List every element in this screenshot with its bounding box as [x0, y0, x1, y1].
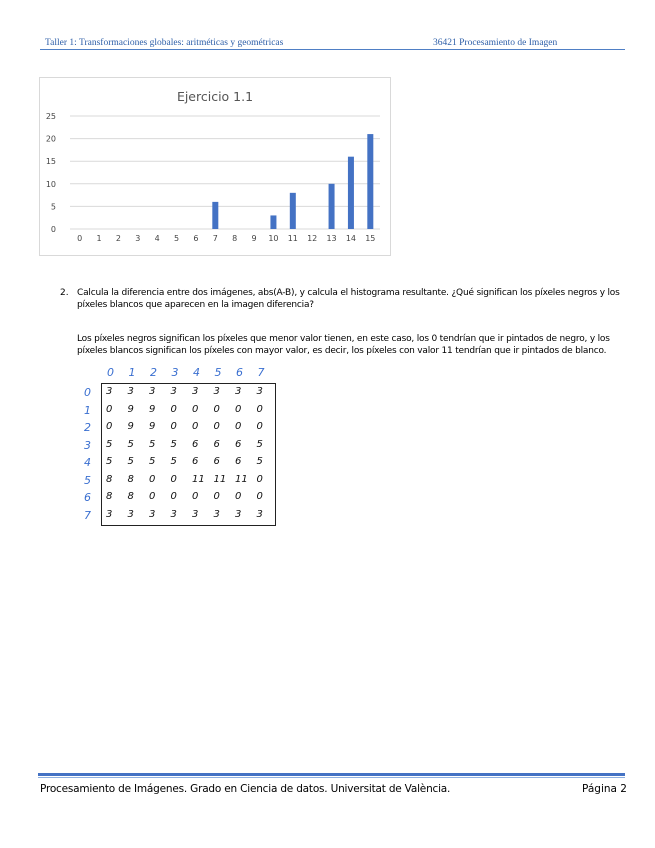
header-right: 36421 Procesamiento de Imagen	[433, 38, 558, 48]
matrix-col-header: 1	[128, 366, 136, 379]
matrix-cell: 0	[235, 491, 242, 502]
x-tick-label: 6	[193, 234, 199, 243]
matrix-cell: 3	[192, 386, 199, 397]
header-divider	[40, 49, 625, 50]
matrix-cell: 0	[192, 403, 199, 415]
matrix-cell: 3	[149, 508, 156, 520]
matrix-cell: 9	[127, 403, 134, 415]
matrix-cell: 5	[256, 456, 263, 467]
matrix-cell: 0	[256, 421, 263, 432]
x-tick-label: 5	[174, 234, 180, 243]
matrix-cell: 5	[149, 456, 156, 467]
matrix-cell: 0	[235, 421, 242, 432]
matrix-cell: 0	[256, 491, 263, 502]
matrix-cell: 5	[256, 438, 263, 450]
matrix-cell: 6	[192, 438, 199, 450]
y-tick-label: 10	[45, 179, 56, 189]
bar	[290, 193, 296, 229]
matrix-cell: 0	[170, 403, 177, 415]
matrix-cell: 0	[170, 491, 177, 502]
matrix-cell: 11	[213, 473, 227, 485]
matrix-cell: 5	[149, 438, 156, 450]
matrix-cell: 0	[170, 421, 177, 432]
matrix-col-header: 2	[150, 366, 157, 379]
matrix-cell: 3	[106, 508, 113, 520]
page-number: Página 2	[582, 783, 627, 795]
matrix-row-header: 7	[84, 508, 91, 522]
matrix-cell: 3	[106, 386, 113, 397]
y-tick-label: 5	[50, 202, 56, 212]
x-tick-label: 9	[251, 234, 257, 243]
matrix-cell: 0	[170, 473, 177, 485]
x-tick-label: 13	[326, 234, 337, 243]
matrix-row-header: 6	[84, 491, 91, 504]
matrix-cell: 6	[235, 438, 242, 450]
matrix-cell: 9	[149, 403, 156, 415]
matrix-cell: 3	[256, 386, 263, 397]
matrix-col-header: 3	[171, 366, 179, 379]
x-tick-label: 10	[268, 234, 279, 243]
matrix-cell: 6	[235, 456, 242, 467]
matrix-row-header: 2	[84, 421, 91, 434]
matrix-cell: 5	[127, 438, 134, 450]
matrix-cell: 9	[127, 421, 134, 432]
matrix-row-header: 3	[84, 438, 91, 452]
matrix-cell: 0	[213, 421, 220, 432]
matrix-cell: 5	[170, 438, 177, 450]
matrix-cell: 3	[192, 508, 199, 520]
matrix-row-header: 1	[84, 403, 91, 417]
matrix-row-header: 0	[84, 386, 91, 399]
matrix-cell: 11	[235, 473, 248, 485]
matrix-cell: 3	[149, 386, 156, 397]
matrix-col-header: 0	[107, 366, 114, 379]
header-left: Taller 1: Transformaciones globales: aritméticas y geométricas	[45, 38, 284, 48]
matrix-cell: 0	[213, 491, 220, 502]
matrix-cell: 5	[106, 438, 113, 450]
x-tick-label: 1	[96, 234, 102, 243]
matrix-cell: 3	[170, 508, 177, 520]
matrix-cell: 5	[127, 456, 134, 467]
x-tick-label: 12	[307, 234, 318, 243]
matrix-cell: 0	[213, 403, 220, 415]
matrix-cell: 6	[213, 438, 220, 450]
matrix-col-header: 7	[257, 366, 265, 379]
matrix-cell: 11	[192, 473, 205, 485]
x-tick-label: 15	[365, 234, 376, 243]
matrix-cell: 9	[149, 421, 156, 432]
matrix-cell: 8	[106, 473, 113, 485]
matrix-cell: 5	[170, 456, 177, 467]
y-tick-label: 25	[45, 112, 56, 121]
matrix-cell: 0	[256, 403, 263, 415]
x-tick-label: 8	[232, 234, 238, 243]
matrix-cell: 6	[213, 456, 220, 467]
matrix-cell: 0	[106, 421, 113, 432]
bar	[270, 215, 276, 229]
matrix-cell: 0	[106, 403, 113, 415]
difference-matrix	[84, 366, 284, 531]
chart-svg	[40, 78, 390, 255]
y-tick-label: 20	[45, 134, 56, 144]
matrix-col-header: 5	[214, 366, 222, 379]
matrix-cell: 3	[170, 386, 177, 397]
footer-divider-thin	[38, 777, 625, 778]
bar	[212, 202, 218, 229]
x-tick-label: 4	[154, 234, 160, 243]
question-text: Calcula la diferencia entre dos imágenes, abs(A-B), y calcula el histograma resultante. ¿Qué significan los píxeles negros y los píxeles blancos que aparecen en la imagen diferencia?	[77, 288, 620, 310]
matrix-cell: 8	[127, 491, 134, 502]
matrix-cell: 0	[256, 473, 263, 485]
answer-text: Los píxeles negros significan los píxeles que menor valor tienen, en este caso, los 0 tendrían que ir pintados de negro, y los píxeles blancos significan los píxeles con mayor valor, es decir, los píxeles con valor 11 tendrían que ir pintados de blanco.	[77, 334, 610, 356]
matrix-col-header: 4	[193, 366, 200, 379]
matrix-cell: 3	[213, 386, 220, 397]
histogram-chart	[39, 77, 391, 256]
y-tick-label: 0	[50, 225, 56, 234]
question-number: 2.	[60, 288, 69, 298]
matrix-cell: 3	[127, 508, 134, 520]
matrix-cell: 3	[213, 508, 220, 520]
x-tick-label: 14	[345, 234, 357, 243]
matrix-cell: 3	[256, 508, 263, 520]
chart-title: Ejercicio 1.1	[176, 89, 254, 104]
y-tick-label: 15	[45, 157, 56, 167]
footer-left: Procesamiento de Imágenes. Grado en Ciencia de datos. Universitat de València.	[40, 783, 451, 795]
bar	[348, 157, 354, 229]
bar	[367, 134, 373, 229]
footer-divider	[38, 773, 625, 776]
matrix-row-header: 4	[84, 456, 91, 469]
x-tick-label: 11	[287, 234, 298, 243]
x-tick-label: 0	[77, 234, 83, 243]
matrix-cell: 5	[106, 456, 113, 467]
matrix-col-header: 6	[236, 366, 243, 379]
matrix-row-header: 5	[84, 473, 91, 487]
matrix-cell: 6	[192, 456, 199, 467]
matrix-cell: 0	[192, 491, 199, 502]
x-tick-label: 2	[115, 234, 121, 243]
matrix-cell: 0	[192, 421, 199, 432]
matrix-cell: 0	[235, 403, 242, 415]
matrix-cell: 0	[149, 473, 156, 485]
x-tick-label: 3	[135, 234, 141, 243]
bar	[329, 184, 335, 229]
matrix-cell: 0	[149, 491, 156, 502]
matrix-cell: 3	[127, 386, 134, 397]
matrix-cell: 3	[235, 508, 242, 520]
matrix-cell: 8	[106, 491, 113, 502]
x-tick-label: 7	[212, 234, 218, 243]
matrix-cell: 3	[235, 386, 242, 397]
matrix-cell: 8	[127, 473, 134, 485]
